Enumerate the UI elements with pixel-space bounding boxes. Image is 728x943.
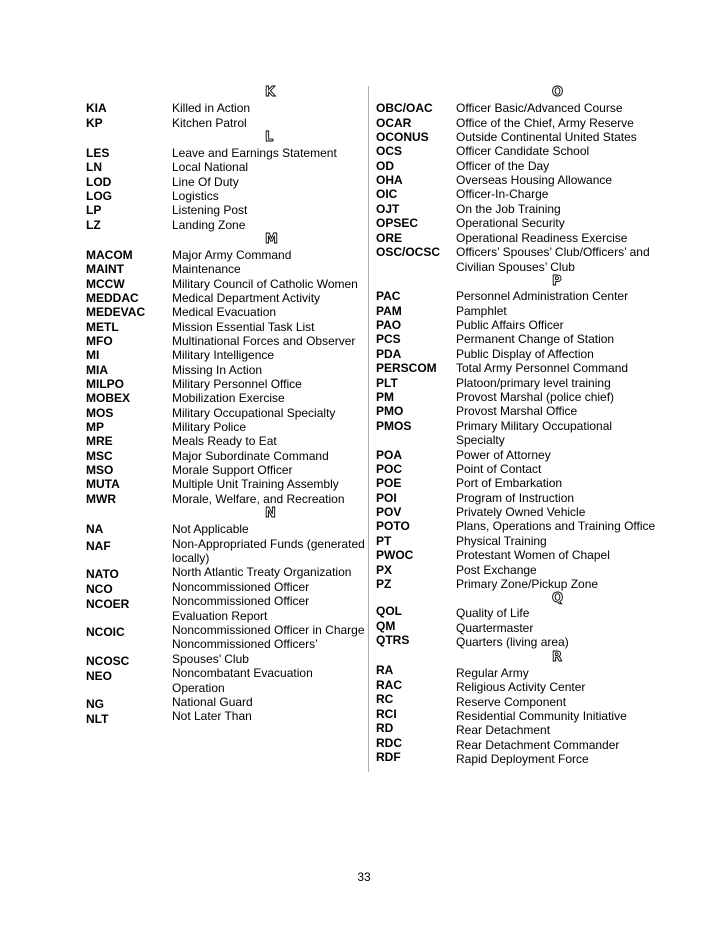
glossary-abbreviation: QOL	[376, 604, 402, 618]
glossary-abbreviation: RC	[376, 692, 394, 706]
glossary-definition: Quartermaster	[456, 621, 534, 635]
glossary-definition: Operation	[172, 681, 225, 695]
glossary-definition: Pamphlet	[456, 304, 507, 318]
glossary-definition: Noncombatant Evacuation	[172, 666, 313, 680]
glossary-definition: Local National	[172, 160, 249, 174]
glossary-definition: Noncommissioned Officer	[172, 580, 310, 594]
glossary-abbreviation: RAC	[376, 678, 402, 692]
glossary-abbreviation: POV	[376, 505, 402, 519]
glossary-abbreviation: PZ	[376, 577, 392, 591]
glossary-abbreviation: OIC	[376, 187, 398, 201]
glossary-abbreviation: MILPO	[86, 377, 124, 391]
glossary-definition: Overseas Housing Allowance	[456, 173, 613, 187]
glossary-abbreviation: NAF	[86, 539, 111, 553]
glossary-definition: Program of Instruction	[456, 491, 575, 505]
glossary-definition: Public Affairs Officer	[456, 318, 564, 332]
glossary-abbreviation: MOS	[86, 406, 114, 420]
glossary-definition: Noncommissioned Officer	[172, 594, 310, 608]
glossary-definition: Office of the Chief, Army Reserve	[456, 116, 634, 130]
glossary-definition: Civilian Spouses’ Club	[456, 260, 575, 274]
glossary-definition: Major Army Command	[172, 248, 292, 262]
glossary-abbreviation: METL	[86, 320, 119, 334]
section-letter-k: K	[265, 85, 276, 100]
glossary-definition: Officers’ Spouses’ Club/Officers’ and	[456, 245, 650, 259]
glossary-definition: Line Of Duty	[172, 175, 239, 189]
glossary-definition: Mission Essential Task List	[172, 320, 315, 334]
glossary-abbreviation: MAINT	[86, 262, 124, 276]
glossary-abbreviation: PERSCOM	[376, 361, 437, 375]
glossary-definition: Mobilization Exercise	[172, 391, 285, 405]
glossary-abbreviation: RDF	[376, 750, 401, 764]
glossary-abbreviation: MI	[86, 348, 100, 362]
glossary-definition: Physical Training	[456, 534, 547, 548]
glossary-abbreviation: OCAR	[376, 116, 412, 130]
glossary-definition: Medical Evacuation	[172, 305, 277, 319]
glossary-abbreviation: LN	[86, 160, 102, 174]
glossary-definition: Leave and Earnings Statement	[172, 146, 337, 160]
glossary-definition: Officer of the Day	[456, 159, 550, 173]
glossary-abbreviation: LP	[86, 203, 102, 217]
glossary-abbreviation: KP	[86, 116, 103, 130]
glossary-definition: Point of Contact	[456, 462, 542, 476]
glossary-definition: Quality of Life	[456, 606, 530, 620]
page-number: 33	[357, 870, 371, 884]
glossary-abbreviation: QTRS	[376, 633, 410, 647]
glossary-abbreviation: NCOER	[86, 597, 130, 611]
glossary-definition: Total Army Personnel Command	[456, 361, 629, 375]
glossary-abbreviation: NCO	[86, 582, 113, 596]
glossary-definition: Major Subordinate Command	[172, 449, 329, 463]
glossary-definition: Military Council of Catholic Women	[172, 277, 358, 291]
glossary-definition: Reserve Component	[456, 695, 567, 709]
glossary-definition: Religious Activity Center	[456, 680, 586, 694]
glossary-abbreviation: MFO	[86, 334, 113, 348]
glossary-definition: Officer Basic/Advanced Course	[456, 101, 623, 115]
glossary-abbreviation: MOBEX	[86, 391, 131, 405]
glossary-abbreviation: MUTA	[86, 477, 120, 491]
glossary-abbreviation: ORE	[376, 231, 403, 245]
glossary-definition: Noncommissioned Officers’	[172, 637, 318, 651]
column-divider	[368, 86, 369, 772]
glossary-definition: Military Police	[172, 420, 247, 434]
glossary-abbreviation: PWOC	[376, 548, 414, 562]
glossary-definition: Multinational Forces and Observer	[172, 334, 356, 348]
glossary-definition: Not Later Than	[172, 709, 252, 723]
glossary-definition: Spouses’ Club	[172, 652, 249, 666]
section-letter-q: Q	[552, 591, 564, 606]
glossary-definition: Operational Security	[456, 216, 565, 230]
glossary-definition: Missing In Action	[172, 363, 263, 377]
glossary-abbreviation: LOD	[86, 175, 112, 189]
glossary-definition: Platoon/primary level training	[456, 376, 611, 390]
glossary-definition: Specialty	[456, 433, 505, 447]
glossary-abbreviation: RA	[376, 663, 394, 677]
glossary-abbreviation: MEDDAC	[86, 291, 139, 305]
glossary-abbreviation: PAM	[376, 304, 402, 318]
glossary-abbreviation: NG	[86, 697, 104, 711]
glossary-abbreviation: NATO	[86, 567, 119, 581]
glossary-definition: On the Job Training	[456, 202, 561, 216]
glossary-definition: Plans, Operations and Training Office	[456, 519, 656, 533]
glossary-abbreviation: KIA	[86, 101, 107, 115]
glossary-abbreviation: MIA	[86, 363, 108, 377]
glossary-definition: Permanent Change of Station	[456, 332, 615, 346]
glossary-abbreviation: OSC/OCSC	[376, 245, 441, 259]
glossary-abbreviation: LOG	[86, 189, 112, 203]
glossary-definition: Operational Readiness Exercise	[456, 231, 628, 245]
glossary-definition: Rapid Deployment Force	[456, 752, 589, 766]
glossary-abbreviation: MP	[86, 420, 104, 434]
glossary-definition: Evaluation Report	[172, 609, 268, 623]
glossary-definition: Quarters (living area)	[456, 635, 569, 649]
glossary-abbreviation: PAO	[376, 318, 402, 332]
glossary-abbreviation: POA	[376, 448, 403, 462]
glossary-definition: Rear Detachment	[456, 723, 551, 737]
glossary-definition: Post Exchange	[456, 563, 537, 577]
glossary-abbreviation: PCS	[376, 332, 401, 346]
glossary-definition: Military Intelligence	[172, 348, 275, 362]
glossary-definition: Morale Support Officer	[172, 463, 293, 477]
glossary-definition: Listening Post	[172, 203, 248, 217]
glossary-definition: Privately Owned Vehicle	[456, 505, 586, 519]
glossary-abbreviation: NA	[86, 522, 104, 536]
glossary-definition: Not Applicable	[172, 522, 249, 536]
glossary-definition: Military Personnel Office	[172, 377, 302, 391]
glossary-abbreviation: MACOM	[86, 248, 133, 262]
glossary-definition: Rear Detachment Commander	[456, 738, 620, 752]
glossary-abbreviation: MCCW	[86, 277, 125, 291]
section-letter-r: R	[552, 650, 563, 665]
glossary-definition: Maintenance	[172, 262, 241, 276]
glossary-abbreviation: PMOS	[376, 419, 412, 433]
glossary-abbreviation: NLT	[86, 712, 109, 726]
glossary-definition: Regular Army	[456, 666, 529, 680]
glossary-abbreviation: LZ	[86, 218, 101, 232]
glossary-abbreviation: NCOSC	[86, 654, 130, 668]
section-letter-n: N	[265, 506, 276, 521]
glossary-definition: Personnel Administration Center	[456, 289, 629, 303]
glossary-abbreviation: PT	[376, 534, 392, 548]
glossary-definition: Primary Military Occupational	[456, 419, 613, 433]
glossary-abbreviation: POI	[376, 491, 397, 505]
glossary-abbreviation: OCS	[376, 144, 403, 158]
glossary-abbreviation: OBC/OAC	[376, 101, 433, 115]
glossary-definition: Residential Community Initiative	[456, 709, 627, 723]
glossary-abbreviation: PAC	[376, 289, 401, 303]
glossary-definition: Kitchen Patrol	[172, 116, 247, 130]
section-letter-o: O	[552, 85, 564, 100]
section-letter-l: L	[265, 130, 274, 145]
glossary-definition: Port of Embarkation	[456, 476, 563, 490]
glossary-definition: Power of Attorney	[456, 448, 551, 462]
glossary-definition: Noncommissioned Officer in Charge	[172, 623, 365, 637]
glossary-abbreviation: PDA	[376, 347, 402, 361]
glossary-abbreviation: OD	[376, 159, 394, 173]
glossary-abbreviation: MSC	[86, 449, 113, 463]
glossary-abbreviation: OPSEC	[376, 216, 419, 230]
glossary-abbreviation: MWR	[86, 492, 116, 506]
glossary-definition: Meals Ready to Eat	[172, 434, 277, 448]
glossary-abbreviation: MSO	[86, 463, 114, 477]
glossary-definition: Public Display of Affection	[456, 347, 594, 361]
glossary-definition: locally)	[172, 551, 210, 565]
section-letter-m: M	[265, 232, 278, 247]
glossary-definition: Primary Zone/Pickup Zone	[456, 577, 599, 591]
glossary-definition: Outside Continental United States	[456, 130, 637, 144]
glossary-definition: Military Occupational Specialty	[172, 406, 336, 420]
glossary-abbreviation: QM	[376, 619, 396, 633]
glossary-abbreviation: NCOIC	[86, 625, 125, 639]
glossary-abbreviation: PX	[376, 563, 393, 577]
glossary-definition: Provost Marshal (police chief)	[456, 390, 615, 404]
glossary-definition: Landing Zone	[172, 218, 246, 232]
glossary-abbreviation: PM	[376, 390, 394, 404]
glossary-definition: Multiple Unit Training Assembly	[172, 477, 339, 491]
section-letter-p: P	[552, 274, 562, 289]
glossary-abbreviation: RDC	[376, 736, 402, 750]
glossary-definition: Officer Candidate School	[456, 144, 590, 158]
glossary-abbreviation: PLT	[376, 376, 398, 390]
glossary-definition: Non-Appropriated Funds (generated	[172, 537, 365, 551]
glossary-abbreviation: OCONUS	[376, 130, 429, 144]
glossary-definition: Killed in Action	[172, 101, 251, 115]
glossary-definition: Medical Department Activity	[172, 291, 321, 305]
glossary-abbreviation: OJT	[376, 202, 400, 216]
glossary-definition: Logistics	[172, 189, 219, 203]
glossary-definition: Provost Marshal Office	[456, 404, 578, 418]
glossary-abbreviation: POTO	[376, 519, 410, 533]
glossary-definition: Morale, Welfare, and Recreation	[172, 492, 345, 506]
glossary-definition: North Atlantic Treaty Organization	[172, 565, 352, 579]
glossary-abbreviation: PMO	[376, 404, 404, 418]
glossary-abbreviation: POE	[376, 476, 402, 490]
glossary-abbreviation: MEDEVAC	[86, 305, 146, 319]
glossary-abbreviation: RD	[376, 721, 394, 735]
glossary-definition: Officer-In-Charge	[456, 187, 549, 201]
glossary-abbreviation: OHA	[376, 173, 403, 187]
glossary-abbreviation: NEO	[86, 669, 113, 683]
glossary-abbreviation: POC	[376, 462, 403, 476]
glossary-abbreviation: LES	[86, 146, 110, 160]
glossary-abbreviation: RCI	[376, 707, 397, 721]
glossary-definition: Protestant Women of Chapel	[456, 548, 610, 562]
glossary-definition: National Guard	[172, 695, 253, 709]
glossary-abbreviation: MRE	[86, 434, 113, 448]
